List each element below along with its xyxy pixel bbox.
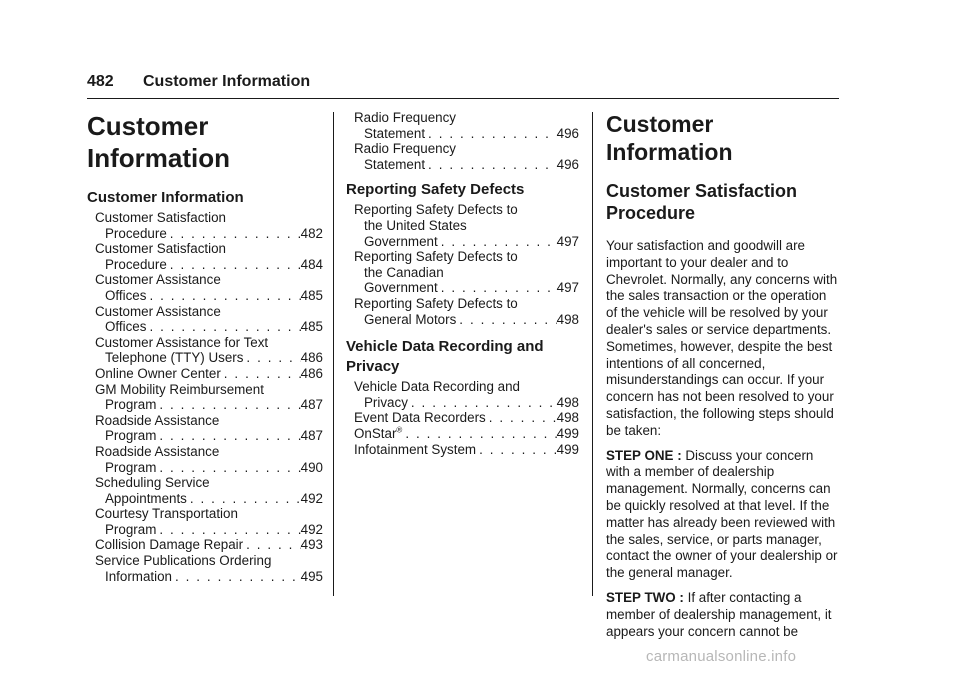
toc-entry[interactable]: Event Data Recorders . . . 498 <box>354 410 579 426</box>
step-two-paragraph: STEP TWO : If after contacting a member of dealership management, it appears your concern cannot be <box>606 589 832 639</box>
registered-mark: ® <box>396 425 403 435</box>
toc-entry[interactable]: Collision Damage Repair . . . 493 <box>95 537 323 553</box>
toc-entry[interactable]: Customer Assistance Offices . . . 485 <box>95 272 323 303</box>
step-one-label: STEP ONE : <box>606 447 682 463</box>
subsection-heading: Customer Satisfaction Procedure <box>606 181 798 223</box>
running-section-title: Customer Information <box>143 73 311 90</box>
toc-entry[interactable]: Vehicle Data Recording and Privacy . . . 498 <box>354 379 579 410</box>
toc-entry[interactable]: Roadside Assistance Program . . . 490 <box>95 444 323 475</box>
toc-entry[interactable]: Customer Satisfaction Procedure . . . 482 <box>95 210 323 241</box>
toc-entry[interactable]: Customer Assistance for Text Telephone (TTY) Users . . . 486 <box>95 335 323 366</box>
step-one-paragraph: STEP ONE : Discuss your concern with a member of dealership management. Normally, concerns can be quickly resolved at that level. If the matter has already been reviewed with the sales, service, or parts manager, contact the owner of your dealership or the general manager. <box>606 447 838 581</box>
step-two-label: STEP TWO : <box>606 589 684 605</box>
toc-section-heading: Vehicle Data Recording and Privacy <box>346 338 544 376</box>
toc-entry[interactable]: Scheduling Service Appointments . . . 492 <box>95 475 323 506</box>
toc-entry[interactable]: Online Owner Center . . . 486 <box>95 366 323 382</box>
toc-entry[interactable]: Courtesy Transportation Program . . . 492 <box>95 506 323 537</box>
toc-entry[interactable]: Customer Assistance Offices . . . 485 <box>95 304 323 335</box>
column-divider-2 <box>592 112 593 596</box>
toc-column-1 <box>87 110 323 584</box>
toc-entry[interactable]: Reporting Safety Defects to the Canadian Government . . . 497 <box>354 249 579 296</box>
toc-column-2 <box>346 110 579 457</box>
toc-entry[interactable]: OnStar® . . . 499 <box>354 426 579 442</box>
page-number: 482 <box>87 73 114 90</box>
toc-entry[interactable]: Reporting Safety Defects to General Motors . . . 498 <box>354 296 579 327</box>
intro-paragraph: Your satisfaction and goodwill are important to your dealer and to Chevrolet. Normally, any concerns with the sales transaction or the operation of the vehicle will be resolved by your dealer's sales or service departments. Sometimes, however, despite the best intentions of all concerned, misunderstandings can occur. If your concern has not been resolved to your satisfaction, the following steps should be taken: <box>606 238 838 438</box>
body-column <box>606 110 840 648</box>
section-heading: Customer Information <box>606 111 733 165</box>
chapter-title: Customer Information <box>87 111 230 173</box>
toc-section-heading: Customer Information <box>87 189 244 206</box>
header-rule <box>87 98 839 99</box>
toc-entry[interactable]: Roadside Assistance Program . . . 487 <box>95 413 323 444</box>
toc-entry[interactable]: Infotainment System . . . 499 <box>354 442 579 458</box>
toc-entry[interactable]: Radio Frequency Statement . . . 496 <box>354 110 579 141</box>
toc-entry[interactable]: GM Mobility Reimbursement Program . . . 487 <box>95 382 323 413</box>
column-divider-1 <box>333 112 334 596</box>
toc-entry[interactable]: Customer Satisfaction Procedure . . . 484 <box>95 241 323 272</box>
watermark: carmanualsonline.info <box>646 648 797 665</box>
page-header <box>87 70 839 100</box>
toc-entry[interactable]: Service Publications Ordering Information . . . 495 <box>95 553 323 584</box>
toc-section-heading: Reporting Safety Defects <box>346 181 525 199</box>
toc-entry[interactable]: Radio Frequency Statement . . . 496 <box>354 141 579 172</box>
toc-entry[interactable]: Reporting Safety Defects to the United States Government . . . 497 <box>354 202 579 249</box>
